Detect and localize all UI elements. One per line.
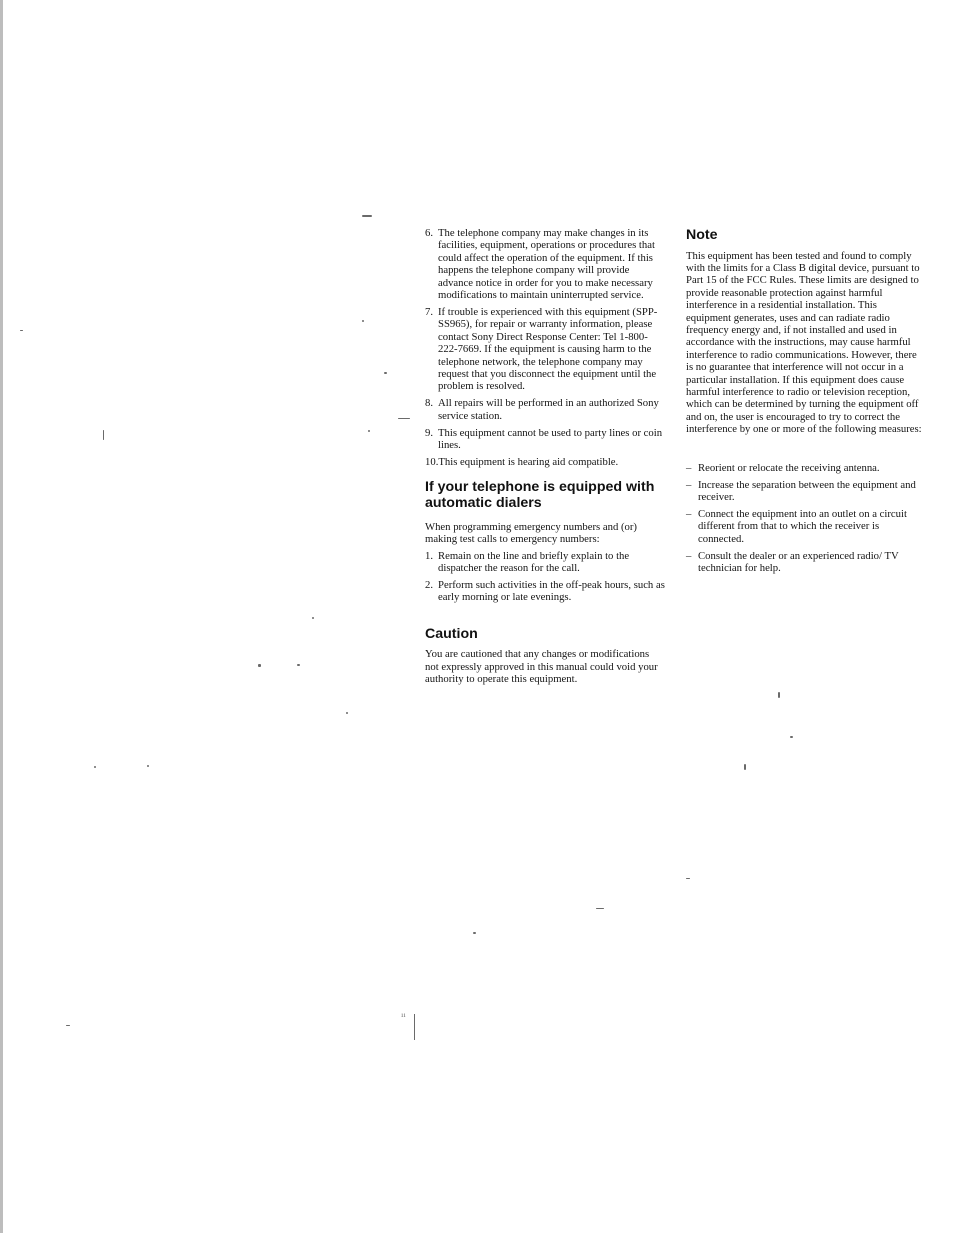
note-heading: Note: [686, 227, 718, 243]
emergency-steps-list: [425, 550, 665, 604]
list-item: [686, 479, 922, 504]
left-column: [425, 227, 665, 690]
list-item-number: 6.: [425, 227, 434, 239]
list-item: [686, 550, 922, 575]
scan-speck: [20, 330, 23, 331]
list-item-text: Consult the dealer or an experienced radio/ TV technician for help.: [698, 549, 899, 575]
scan-speck: [147, 765, 149, 767]
scan-speck: [66, 1025, 70, 1026]
list-item: [686, 508, 922, 545]
scan-speck: [346, 712, 348, 714]
scan-speck: [790, 736, 793, 738]
automatic-dialers-intro: When programming emergency numbers and (or) making test calls to emergency numbers:: [425, 520, 637, 546]
scan-speck: [398, 418, 410, 419]
automatic-dialers-heading: If your telephone is equipped with automatic dialers: [425, 478, 655, 512]
scan-speck: [297, 664, 300, 666]
list-item-dash: –: [686, 507, 692, 520]
list-item-number: 1.: [425, 549, 434, 562]
page-number: ¹¹: [401, 1012, 406, 1021]
scan-speck: [744, 764, 746, 770]
list-item-dash: –: [686, 478, 692, 491]
interference-measures-list: [686, 462, 922, 575]
scan-speck: [778, 692, 780, 698]
list-item-text: 10.This equipment is hearing aid compatible.: [425, 456, 619, 469]
list-item-dash: –: [686, 461, 692, 474]
scan-speck: [686, 878, 690, 879]
list-item-number: 7.: [425, 306, 434, 319]
scan-speck: [384, 372, 387, 374]
scan-speck: [473, 932, 476, 934]
caution-heading: Caution: [425, 625, 478, 642]
right-column: [686, 227, 922, 579]
page-number-rule: [414, 1014, 415, 1040]
list-item: [425, 579, 665, 604]
list-item-text: All repairs will be performed in an authorized Sony service station.: [438, 397, 659, 422]
list-item-text: Remain on the line and briefly explain to the dispatcher the reason for the call.: [438, 549, 630, 575]
scan-speck: [596, 908, 604, 909]
scan-speck: [368, 430, 370, 432]
scan-speck: [312, 617, 314, 619]
list-item: [425, 306, 665, 393]
scan-page-edge: [0, 0, 3, 1233]
list-item-text: This equipment cannot be used to party lines or coin lines.: [438, 426, 663, 452]
scan-speck: [362, 320, 364, 322]
caution-text: You are cautioned that any changes or modifications not expressly approved in this manual could void your authority to operate this equipment.: [425, 648, 658, 686]
scan-speck: [94, 766, 96, 768]
list-item-text: Reorient or relocate the receiving antenna.: [698, 461, 880, 474]
list-item-dash: –: [686, 549, 692, 562]
list-item-number: 9.: [425, 426, 434, 439]
list-item: [425, 227, 665, 301]
list-item: [425, 397, 665, 422]
list-item: [686, 462, 922, 474]
list-item-text: If trouble is experienced with this equipment (SPP-SS965), for repair or warranty information, please contact Sony Direct Response Center: Tel 1-800-222-7669. If the equipment is causing harm to the telephone network, the telephone company may request that you disconnect the equipment until the problem is resolved.: [438, 306, 658, 393]
list-item-number: 8.: [425, 397, 434, 410]
list-item-text: The telephone company may make changes in its facilities, equipment, operations or procedures that could affect the operation of the equipment. If this happens the telephone company will provide advance notice in order for you to make necessary modifications to maintain uninterrupted service.: [438, 227, 655, 302]
list-item-text: Increase the separation between the equipment and receiver.: [698, 478, 916, 503]
note-text: This equipment has been tested and found to comply with the limits for a Class B digital device, pursuant to Part 15 of the FCC Rules. These limits are designed to provide reasonable protection against harmful interference in a residential installation. This equipment generates, uses and can radiate radio frequency energy and, if not installed and used in accordance with the instructions, may cause harmful interference to radio communications. However, there is no guarantee that interference will not occur in a particular installation. If this equipment does cause harmful interference to radio or television reception, which can be determined by turning the equipment off and on, the user is encouraged to try to correct the interference by one or more of the following measures:: [686, 249, 922, 436]
telephone-requirements-list: [425, 227, 665, 469]
list-item: [425, 427, 665, 452]
scan-speck: [258, 664, 261, 667]
scan-speck: [103, 430, 104, 440]
scan-speck: [362, 215, 372, 217]
list-item: [425, 456, 665, 468]
list-item: [425, 550, 665, 575]
list-item-text: Connect the equipment into an outlet on a circuit different from that to which the receiver is connected.: [698, 507, 907, 545]
list-item-number: 2.: [425, 578, 434, 591]
list-item-text: Perform such activities in the off-peak hours, such as early morning or late evenings.: [438, 578, 665, 604]
